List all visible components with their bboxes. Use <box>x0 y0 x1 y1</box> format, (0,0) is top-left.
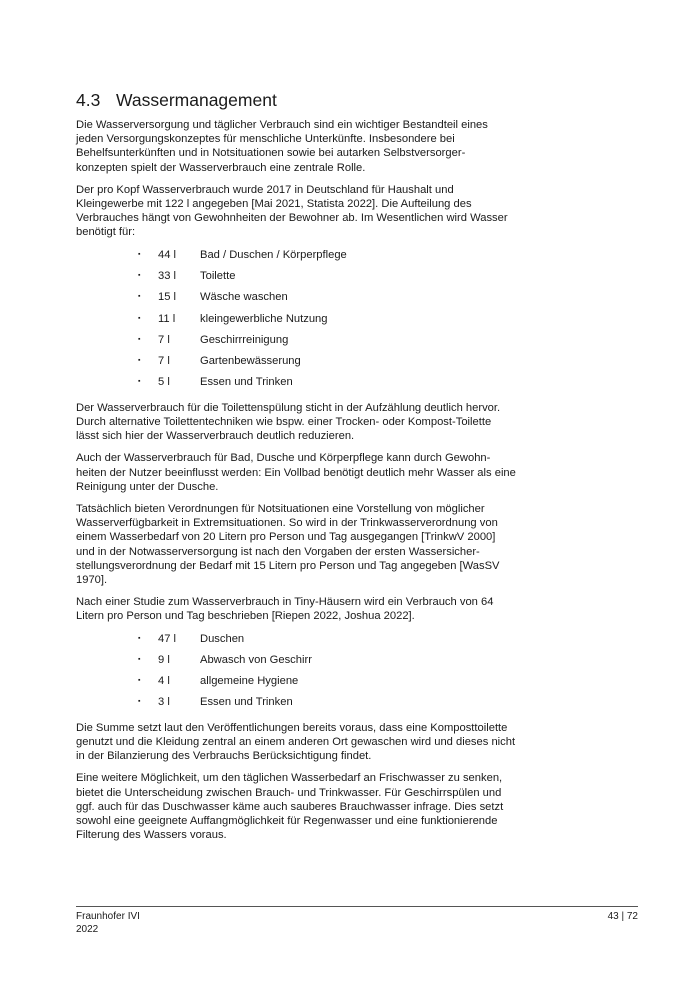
list-item-amount: 33 l <box>158 269 177 282</box>
list-item-amount: 15 l <box>158 291 177 304</box>
list-item-amount: 44 l <box>158 248 177 261</box>
list-item-label: Wäsche waschen <box>200 291 288 304</box>
body-text <box>76 118 516 850</box>
bullet-icon: ▪ <box>138 698 141 706</box>
paragraph-shower: Auch der Wasserverbrauch für Bad, Dusche und Körperpflege kann durch Gewohn-heiten der Nutzer beeinflusst werden: Ein Vollbad benötigt deutlich mehr Wasser als eine Reinigung unter der Dusche. <box>76 452 516 493</box>
bullet-icon: ▪ <box>138 271 141 279</box>
list-item-label: Bad / Duschen / Körperpflege <box>200 248 347 261</box>
paragraph-greywater: Eine weitere Möglichkeit, um den täglichen Wasserbedarf an Frischwasser zu senken, bietet die Unterscheidung zwischen Brauch- und Trinkwasser. Für Geschirrspülen und ggf. auch für das Duschwasser käme auch sauberes Brauchwasser infrage. Dies setzt sowohl eine geeignete Auffangmöglichkeit für Regenwasser und eine funktionierende Filterung des Wassers voraus. <box>76 772 504 842</box>
list-item-label: kleingewerbliche Nutzung <box>200 312 328 325</box>
list-item <box>138 290 516 311</box>
page-number: 43 | 72 <box>607 911 638 922</box>
list-item-amount: 4 l <box>158 675 170 688</box>
list-item-amount: 3 l <box>158 696 170 709</box>
list-item-amount: 5 l <box>158 376 170 389</box>
list-item-label: allgemeine Hygiene <box>200 675 299 688</box>
bullet-icon: ▪ <box>138 677 141 685</box>
list-item-label: Geschirrreinigung <box>200 333 289 346</box>
list-item <box>138 333 516 354</box>
list-item <box>138 269 516 290</box>
section-title: Wassermanagement <box>116 90 277 110</box>
list-item-amount: 7 l <box>158 355 170 368</box>
bullet-icon: ▪ <box>138 335 141 343</box>
paragraph-sum: Die Summe setzt laut den Veröffentlichungen bereits voraus, dass eine Komposttoilette genutzt und die Kleidung zentral an einem anderen Ort gewaschen wird und dieses nicht in der Bilanzierung des Verbrauchs Berücksichtigung findet. <box>76 721 516 763</box>
section-heading <box>76 90 277 111</box>
bullet-icon: ▪ <box>138 250 141 258</box>
list-item-label: Duschen <box>200 632 245 645</box>
list-item-label: Abwasch von Geschirr <box>200 653 312 666</box>
bullet-icon: ▪ <box>138 634 141 642</box>
section-number: 4.3 <box>76 90 101 110</box>
paragraph-per-capita: Der pro Kopf Wasserverbrauch wurde 2017 in Deutschland für Haushalt und Kleingewerbe mit 122 l angegeben [Mai 2021, Statista 2022]. Die Aufteilung des Verbrauches hängt von Gewohnheiten der Bewohner ab. Im Wesentlichen wird Wasser benötigt für: <box>76 183 508 239</box>
footer-divider <box>76 906 638 907</box>
list-item-amount: 11 l <box>158 312 176 325</box>
list-item-amount: 7 l <box>158 333 170 346</box>
paragraph-intro: Die Wasserversorgung und täglicher Verbrauch sind ein wichtiger Bestandteil eines jeden Versorgungskonzeptes für menschliche Unterkünfte. Insbesondere bei Behelfsunterkünften und in Notsituationen sowie bei autarken Selbstversorger-konzepten spielt der Wasserverbrauch eine zentrale Rolle. <box>76 119 488 174</box>
paragraph-regulations: Tatsächlich bieten Verordnungen für Notsituationen eine Vorstellung von möglicher Wasserverfügbarkeit in Extremsituationen. So wird in der Trinkwasserverordnung von einem Wasserbedarf von 20 Litern pro Person und Tag ausgegangen [TrinkwV 2000] und in der Notwasserversorgung ist nach den Vorgaben der ersten Wassersicher-stellungsverordnung der Bedarf mit 15 Litern pro Person und Tag angegeben [WasSV 1970]. <box>76 502 500 586</box>
list-item <box>138 674 516 695</box>
bullet-icon: ▪ <box>138 357 141 365</box>
bullet-icon: ▪ <box>138 378 141 386</box>
list-item <box>138 312 516 333</box>
list-item-amount: 47 l <box>158 632 177 645</box>
list-item <box>138 653 516 674</box>
footer-year: 2022 <box>76 924 99 935</box>
list-item-label: Essen und Trinken <box>200 376 293 389</box>
list-item <box>138 354 516 375</box>
paragraph-toilet: Der Wasserverbrauch für die Toilettenspülung sticht in der Aufzählung deutlich hervor. Durch alternative Toilettentechniken wie bspw. einer Trocken- oder Kompost-Toilette lässt sich hier der Wasserverbrauch deutlich reduzieren. <box>76 401 501 443</box>
list-item <box>138 695 516 716</box>
bullet-icon: ▪ <box>138 293 141 301</box>
list-item-amount: 9 l <box>158 653 170 666</box>
list-item <box>138 375 516 396</box>
footer-organization: Fraunhofer IVI <box>76 911 140 922</box>
list-item <box>138 248 516 269</box>
list-item <box>138 632 516 653</box>
consumption-list-household <box>76 248 516 397</box>
list-item-label: Gartenbewässerung <box>200 355 301 368</box>
bullet-icon: ▪ <box>138 655 141 663</box>
list-item-label: Toilette <box>200 269 236 282</box>
bullet-icon: ▪ <box>138 314 141 322</box>
list-item-label: Essen und Trinken <box>200 696 293 709</box>
paragraph-tiny-house: Nach einer Studie zum Wasserverbrauch in Tiny-Häusern wird ein Verbrauch von 64 Litern pro Person und Tag beschrieben [Riepen 2022, Joshua 2022]. <box>76 596 494 623</box>
consumption-list-tiny-house <box>76 632 516 717</box>
